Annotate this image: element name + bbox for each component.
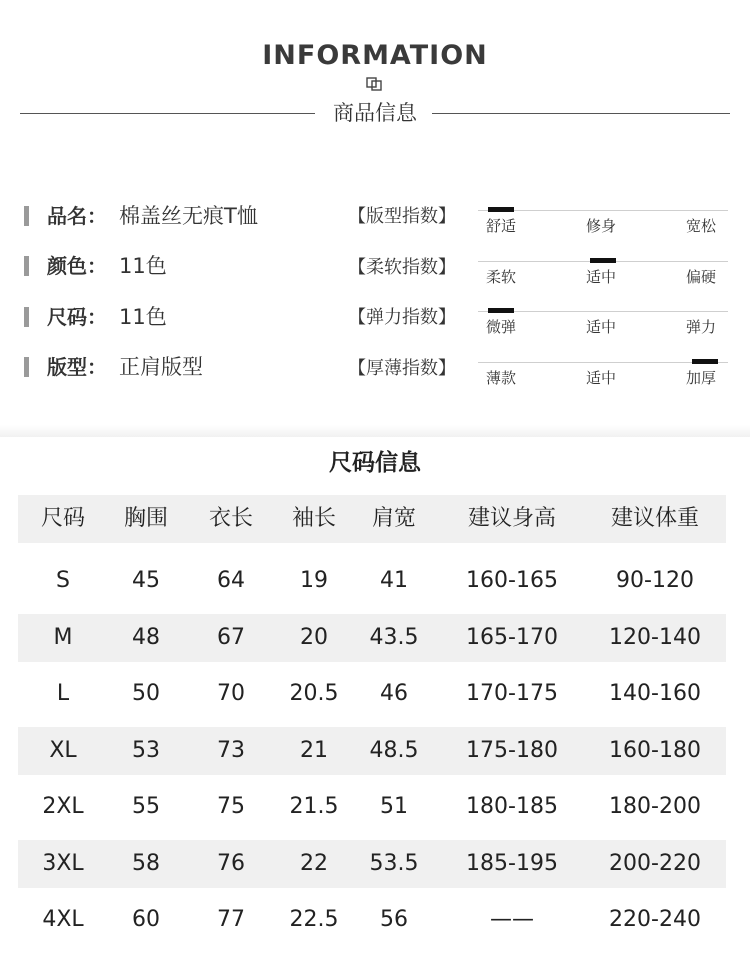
scale-option: 弹力 bbox=[686, 318, 717, 336]
scale-option: 适中 bbox=[586, 369, 617, 387]
scale-marker bbox=[590, 258, 616, 263]
header-line-right bbox=[432, 113, 730, 114]
scale-line bbox=[478, 362, 728, 363]
table-cell: 64 bbox=[217, 568, 245, 593]
table-cell: 58 bbox=[132, 850, 160, 876]
table-cell: 90-120 bbox=[616, 568, 694, 593]
table-cell: 180-200 bbox=[609, 794, 701, 819]
table-row bbox=[18, 896, 726, 944]
index-label: 【弹力指数】 bbox=[348, 307, 456, 328]
scale-line bbox=[478, 210, 728, 211]
table-cell: 120-140 bbox=[609, 624, 701, 650]
scale-option: 加厚 bbox=[686, 369, 717, 387]
bullet-bar bbox=[24, 307, 29, 327]
table-cell: 77 bbox=[217, 907, 245, 932]
info-title: INFORMATION bbox=[262, 40, 488, 71]
table-cell: 220-240 bbox=[609, 907, 701, 932]
info-key: 品名： bbox=[47, 204, 107, 228]
bullet-bar bbox=[24, 206, 29, 226]
index-label: 【厚薄指数】 bbox=[348, 358, 456, 379]
table-cell: 175-180 bbox=[466, 737, 558, 763]
table-cell: 4XL bbox=[42, 907, 84, 932]
table-header-row bbox=[18, 495, 726, 543]
column-header: 袖长 bbox=[291, 506, 336, 531]
scale-marker bbox=[488, 308, 514, 313]
table-cell: 46 bbox=[380, 681, 408, 706]
scale-option: 舒适 bbox=[486, 217, 517, 235]
table-cell: 56 bbox=[380, 907, 408, 932]
table-cell: 180-185 bbox=[466, 794, 558, 819]
table-cell: 160-180 bbox=[609, 737, 701, 763]
table-cell: 48 bbox=[132, 624, 160, 650]
table-cell: L bbox=[56, 681, 70, 706]
scale-option: 微弹 bbox=[486, 318, 517, 336]
index-scale bbox=[478, 200, 728, 240]
section-divider bbox=[0, 425, 750, 437]
bullet-bar bbox=[24, 357, 29, 377]
table-cell: 67 bbox=[217, 624, 245, 650]
size-table-title: 尺码信息 bbox=[329, 450, 421, 476]
scale-marker bbox=[692, 359, 718, 364]
table-row bbox=[18, 783, 726, 831]
scale-line bbox=[478, 311, 728, 312]
table-cell: 19 bbox=[300, 568, 328, 593]
column-header: 肩宽 bbox=[371, 506, 416, 531]
table-cell: 48.5 bbox=[369, 737, 419, 763]
table-cell: 53.5 bbox=[369, 850, 419, 876]
table-cell: 75 bbox=[217, 794, 245, 819]
scale-option: 适中 bbox=[586, 318, 617, 336]
scale-option: 偏硬 bbox=[686, 268, 717, 286]
info-subtitle: 商品信息 bbox=[333, 101, 417, 125]
table-cell: XL bbox=[49, 737, 77, 763]
column-header: 建议体重 bbox=[610, 506, 699, 531]
table-cell: 200-220 bbox=[609, 850, 701, 876]
info-key: 尺码： bbox=[47, 305, 107, 329]
table-cell: 3XL bbox=[42, 850, 84, 876]
table-cell: 45 bbox=[132, 568, 160, 593]
table-cell: 73 bbox=[217, 737, 245, 763]
table-cell: 140-160 bbox=[609, 681, 701, 706]
column-header: 建议身高 bbox=[467, 506, 556, 531]
table-cell: 22.5 bbox=[289, 907, 339, 932]
table-row bbox=[18, 727, 726, 775]
table-cell: 53 bbox=[132, 737, 160, 763]
column-header: 胸围 bbox=[123, 506, 168, 531]
table-cell: 21.5 bbox=[289, 794, 339, 819]
table-cell: 160-165 bbox=[466, 568, 558, 593]
info-value: 正肩版型 bbox=[119, 355, 203, 379]
table-row bbox=[18, 840, 726, 888]
table-cell: 60 bbox=[132, 907, 160, 932]
index-label: 【柔软指数】 bbox=[348, 257, 456, 278]
scale-option: 宽松 bbox=[686, 217, 717, 235]
table-cell: 165-170 bbox=[466, 624, 558, 650]
info-key: 版型： bbox=[47, 355, 107, 379]
table-cell: M bbox=[53, 624, 73, 650]
table-cell: 43.5 bbox=[369, 624, 419, 650]
table-cell: 20.5 bbox=[289, 681, 339, 706]
table-cell: S bbox=[56, 568, 70, 593]
table-cell: 170-175 bbox=[466, 681, 558, 706]
table-cell: 55 bbox=[132, 794, 160, 819]
scale-option: 薄款 bbox=[486, 369, 517, 387]
table-cell: 185-195 bbox=[466, 850, 558, 876]
table-cell: 70 bbox=[217, 681, 245, 706]
table-row bbox=[18, 614, 726, 662]
table-cell: 21 bbox=[300, 737, 328, 763]
index-scale bbox=[478, 301, 728, 341]
table-cell: 41 bbox=[380, 568, 408, 593]
scale-marker bbox=[488, 207, 514, 212]
bullet-bar bbox=[24, 256, 29, 276]
info-value: 11色 bbox=[119, 305, 167, 329]
table-cell: 51 bbox=[380, 794, 408, 819]
table-row bbox=[18, 670, 726, 718]
table-cell: —— bbox=[490, 907, 534, 932]
table-row bbox=[18, 557, 726, 605]
double-square-icon bbox=[366, 77, 382, 91]
index-scale bbox=[478, 251, 728, 291]
info-value: 棉盖丝无痕T恤 bbox=[119, 204, 258, 228]
column-header: 衣长 bbox=[208, 506, 253, 531]
column-header: 尺码 bbox=[40, 506, 85, 531]
scale-option: 适中 bbox=[586, 268, 617, 286]
table-cell: 76 bbox=[217, 850, 245, 876]
table-cell: 22 bbox=[300, 850, 328, 876]
table-cell: 50 bbox=[132, 681, 160, 706]
scale-option: 柔软 bbox=[486, 268, 517, 286]
info-value: 11色 bbox=[119, 254, 167, 278]
table-cell: 2XL bbox=[42, 794, 84, 819]
index-label: 【版型指数】 bbox=[348, 206, 456, 227]
info-key: 颜色： bbox=[47, 254, 107, 278]
table-cell: 20 bbox=[300, 624, 328, 650]
scale-option: 修身 bbox=[586, 217, 617, 235]
index-scale bbox=[478, 352, 728, 392]
